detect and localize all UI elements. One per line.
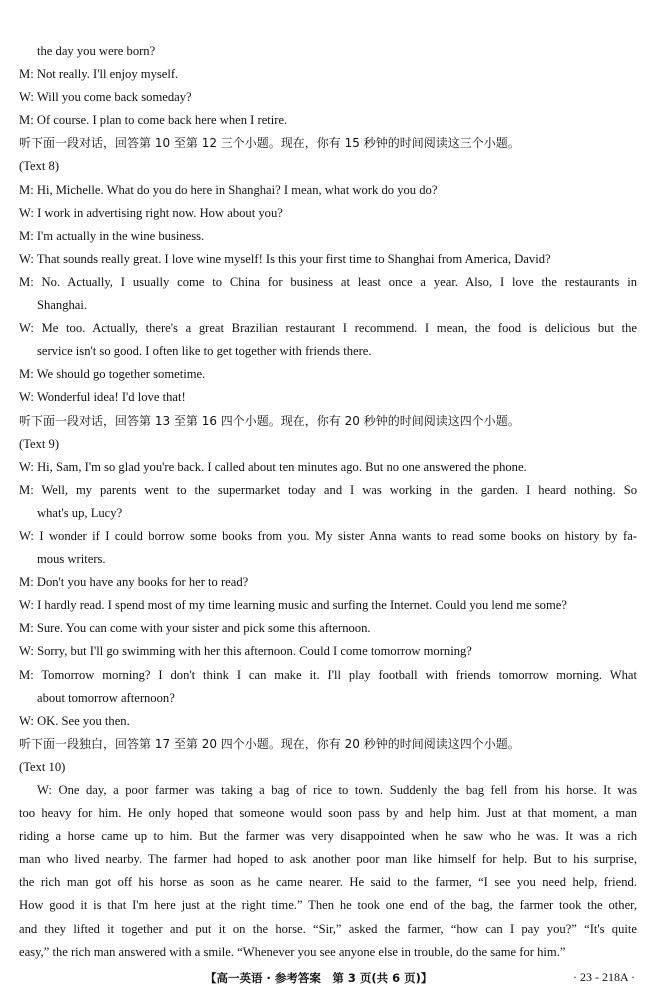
text-line: M: Of course. I plan to come back here when I retire. bbox=[19, 113, 288, 128]
text-line: riding a horse came up to him. But the farmer was very disappointed when he saw who he was. It was a rich bbox=[19, 829, 637, 844]
text-line: (Text 9) bbox=[19, 436, 60, 451]
text-line: 听下面一段对话，回答第 10 至第 12 三个小题。现在，你有 15 秒钟的时间阅读这三个小题。 bbox=[19, 136, 520, 151]
text-line: W: I work in advertising right now. How about you? bbox=[19, 205, 283, 220]
text-line: M: No. Actually, I usually come to China for business at least once a year. Also, I love the restaurants in bbox=[19, 274, 637, 289]
text-line: W: One day, a poor farmer was taking a bag of rice to town. Suddenly the bag fell from his horse. It was bbox=[37, 783, 637, 797]
text-line: mous writers. bbox=[37, 552, 106, 567]
text-line: W: OK. See you then. bbox=[19, 713, 130, 728]
footer-page-info: 【高一英语 · 参考答案 第 3 页(共 6 页)】 bbox=[205, 971, 433, 985]
text-line: W: Sorry, but I'll go swimming with her this afternoon. Could I come tomorrow morning? bbox=[19, 644, 472, 659]
text-line: what's up, Lucy? bbox=[37, 505, 123, 520]
text-line: easy,” the rich man answered with a smile. “Whenever you see anyone else in trouble, do the same for him.” bbox=[19, 944, 566, 959]
text-line: M: Sure. You can come with your sister and pick some this afternoon. bbox=[19, 621, 371, 636]
text-line: too heavy for him. He only hoped that someone would soon pass by and help him. Just at that moment, a man bbox=[19, 806, 637, 821]
text-line: 听下面一段独白，回答第 17 至第 20 四个小题。现在，你有 20 秒钟的时间阅读这四个小题。 bbox=[19, 736, 520, 751]
text-line: M: Not really. I'll enjoy myself. bbox=[19, 67, 179, 82]
text-line: W: I wonder if I could borrow some books from you. My sister Anna wants to read some books on history by fa- bbox=[19, 528, 637, 543]
text-line: W: I hardly read. I spend most of my time learning music and surfing the Internet. Could you lend me some? bbox=[19, 598, 567, 613]
page-footer bbox=[0, 970, 653, 990]
text-line: M: Tomorrow morning? I don't think I can make it. I'll play football with friends tomorrow morning. What bbox=[19, 667, 637, 682]
text-line: man who lived nearby. The farmer had hoped to ask another poor man like himself for help. But to his surprise, bbox=[19, 852, 637, 867]
text-line: M: Hi, Michelle. What do you do here in Shanghai? I mean, what work do you do? bbox=[19, 182, 438, 197]
text-line: Shanghai. bbox=[37, 298, 88, 313]
text-line: W: Me too. Actually, there's a great Brazilian restaurant I recommend. I mean, the food is delicious but the bbox=[19, 321, 637, 336]
text-line: M: Don't you have any books for her to read? bbox=[19, 575, 249, 590]
document-page bbox=[19, 40, 637, 964]
text-line: (Text 8) bbox=[19, 159, 60, 174]
text-line: the day you were born? bbox=[37, 44, 156, 58]
text-line: M: I'm actually in the wine business. bbox=[19, 228, 205, 243]
text-line: How good it is that I'm here just at the right time.” Then he took one end of the bag, the farmer took the other, bbox=[19, 898, 637, 913]
text-line: M: Well, my parents went to the supermarket today and I was working in the garden. I heard nothing. So bbox=[19, 482, 637, 497]
text-line: the rich man got off his horse as soon as he came nearer. He said to the farmer, “I see you need help, friend. bbox=[19, 875, 637, 890]
text-line: W: Wonderful idea! I'd love that! bbox=[19, 390, 186, 405]
text-line: 听下面一段对话，回答第 13 至第 16 四个小题。现在，你有 20 秒钟的时间阅读这四个小题。 bbox=[19, 413, 520, 428]
text-line: W: That sounds really great. I love wine myself! Is this your first time to Shanghai from America, David? bbox=[19, 251, 551, 266]
text-line: W: Will you come back someday? bbox=[19, 90, 192, 105]
text-line: (Text 10) bbox=[19, 759, 66, 774]
footer-doc-code: · 23 - 218A · bbox=[573, 970, 635, 984]
text-line: M: We should go together sometime. bbox=[19, 367, 206, 382]
text-line: service isn't so good. I often like to get together with friends there. bbox=[37, 344, 372, 359]
text-line: about tomorrow afternoon? bbox=[37, 690, 175, 705]
text-line: W: Hi, Sam, I'm so glad you're back. I called about ten minutes ago. But no one answered the phone. bbox=[19, 459, 527, 474]
text-line: and they lifted it together and put it on the horse. “Sir,” asked the farmer, “how can I pay you?” “It's quite bbox=[19, 921, 637, 936]
